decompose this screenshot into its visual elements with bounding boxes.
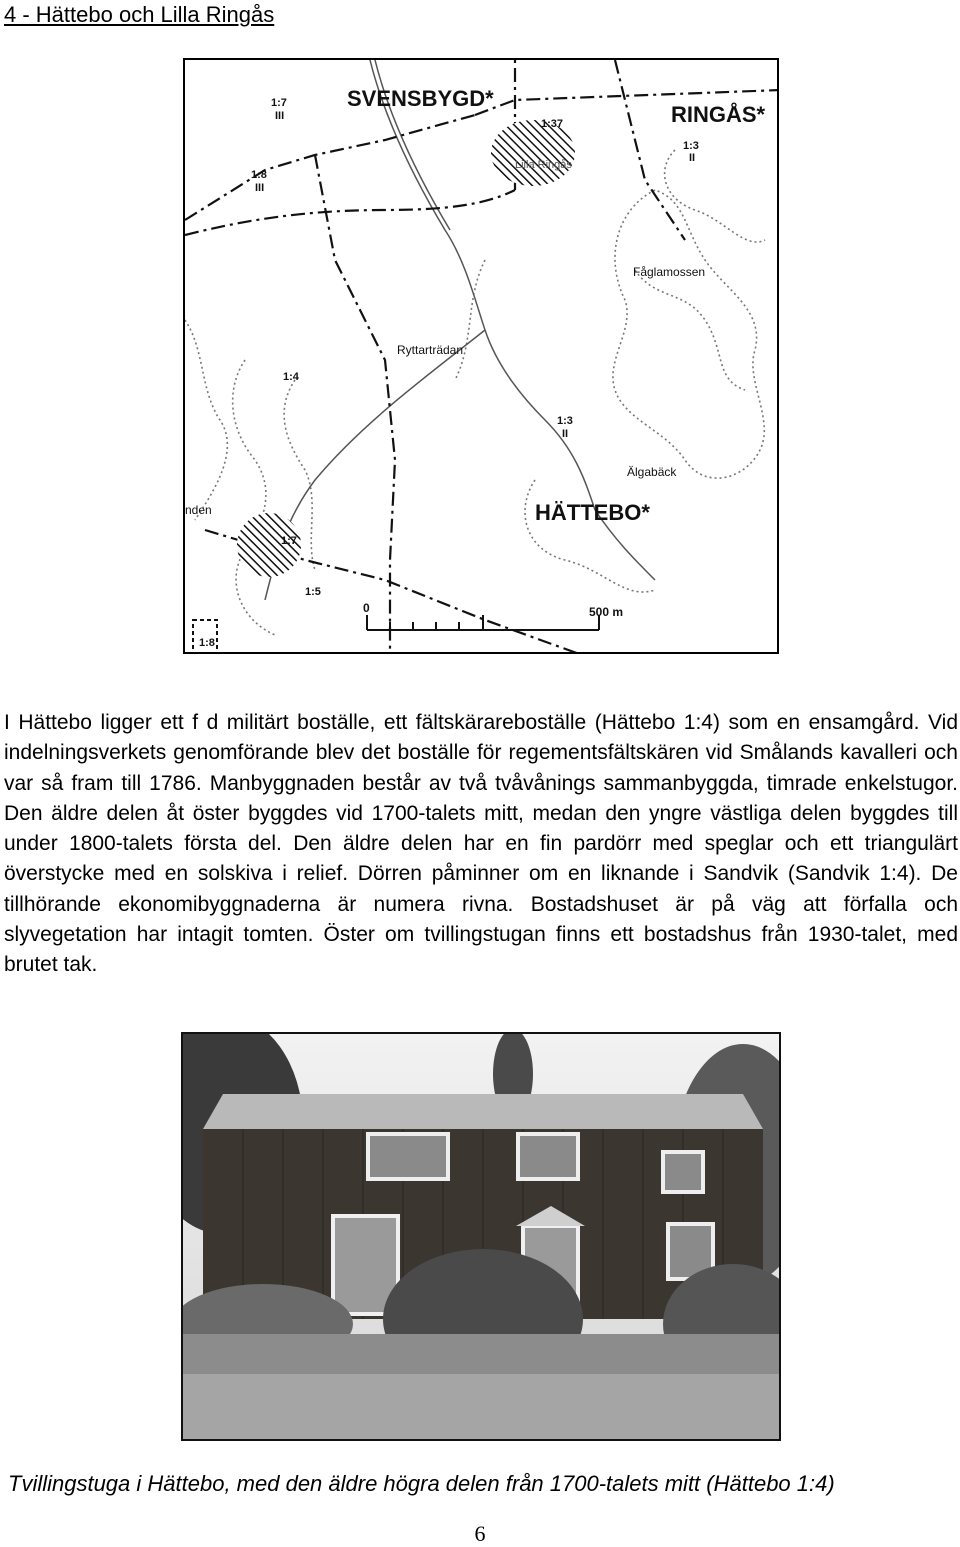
map-label-roman-iii-b: III bbox=[255, 182, 265, 194]
map-label-1-5: 1:5 bbox=[305, 586, 321, 598]
map-label-faglamossen: Fåglamossen bbox=[633, 265, 706, 279]
map-label-roman-ii-b: II bbox=[562, 428, 569, 440]
scale-label-end: 500 m bbox=[589, 605, 624, 619]
section-heading: 4 - Hättebo och Lilla Ringås bbox=[4, 2, 275, 27]
map-label-1-7: 1:7 bbox=[271, 97, 287, 109]
map-label-lilla-ringas: Lilla Ringås bbox=[515, 159, 572, 171]
map-label-1-8: 1:8 bbox=[251, 169, 267, 181]
map-label-algabacken: Älgabäck bbox=[627, 465, 677, 479]
map-label-1-8-bottom: 1:8 bbox=[199, 637, 215, 649]
map-label-roman-iii-a: III bbox=[275, 110, 285, 122]
body-paragraph: I Hättebo ligger ett f d militärt boställe, ett fältskärareboställe (Hättebo 1:4) som en ensamgård. Vid indelningsverkets genomförande blev det boställe för regementsfältskären vid Smålands kavalleri och var så fram till 1786. Manbyggnaden består av två tvåvånings sammanbyggda, timrade enkelstugor. Den äldre delen åt öster byggdes vid 1700-talets mitt, medan den yngre västliga delen byggdes till under 1800-talets första del. Den äldre delen har en fin pardörr med speglar och ett triangulärt överstycke med en solskiva i relief. Dörren påminner om en liknande i Sandvik (Sandvik 1:4). De tillhörande ekonomibyggnaderna är numera rivna. Bostadshuset är på väg att förfalla och slyvegetation har intagit tomten. Öster om tvillingstugan finns ett bostadshus från 1930-talet, med brutet tak. bbox=[4, 711, 958, 977]
map-label-roman-ii-a: II bbox=[689, 152, 696, 164]
map-label-1-4: 1:4 bbox=[283, 371, 299, 383]
map-label-1-7-bottom: 1:7 bbox=[281, 535, 297, 547]
map-label-ryttartradan: Ryttarträdan bbox=[397, 343, 464, 357]
map-drawing bbox=[185, 60, 779, 654]
map-label-1-37: 1:37 bbox=[541, 118, 564, 130]
photo-caption: Tvillingstuga i Hättebo, med den äldre högra delen från 1700-talets mitt (Hättebo 1:4) bbox=[8, 1471, 835, 1496]
house-photo bbox=[181, 1032, 781, 1441]
map-label-svensbygd: SVENSBYGD* bbox=[347, 86, 494, 111]
map-label-hattebo: HÄTTEBO* bbox=[535, 500, 650, 525]
map-label-ringas: RINGÅS* bbox=[671, 102, 766, 127]
map-figure bbox=[183, 58, 779, 654]
scale-label-zero: 0 bbox=[363, 601, 370, 615]
map-label-1-3-mid: 1:3 bbox=[557, 415, 573, 427]
house-photo-drawing bbox=[183, 1034, 781, 1441]
map-label-1-3-top: 1:3 bbox=[683, 140, 699, 152]
map-label-nden: nden bbox=[185, 503, 212, 517]
page-number: 6 bbox=[474, 1521, 486, 1546]
